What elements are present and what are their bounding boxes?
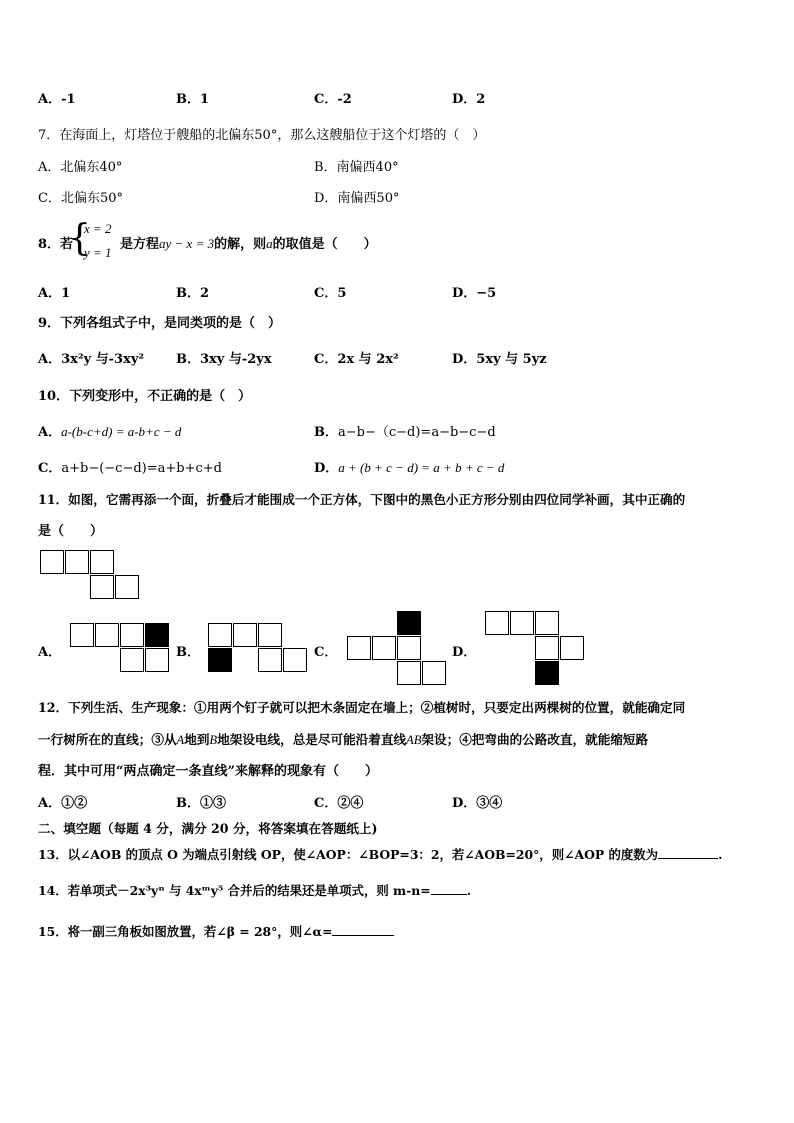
q11-option-a: A． — [38, 645, 62, 660]
q8-prefix: 8．若 — [38, 237, 74, 252]
q14-text: 14．若单项式－2x³yⁿ 与 4xᵐy⁵ 合并后的结果还是单项式，则 m-n= — [38, 883, 431, 898]
q6-option-b: B．1 — [176, 92, 210, 107]
q12-line2-part2: 地到 — [184, 732, 210, 747]
q8-suffix1: 的解，则 — [214, 237, 267, 252]
net-cell — [397, 636, 421, 660]
added-black-square — [145, 623, 169, 647]
q8-stem — [120, 233, 377, 252]
q12-line2-part4: 架设；④把弯曲的公路改直，就能缩短路 — [421, 732, 649, 747]
q13-text: 13．以∠AOB 的顶点 O 为端点引射线 OP，使∠AOP：∠BOP=3：2，若∠AOB=20°，则∠AOP 的度数为 — [38, 847, 659, 862]
q6-option-a: A．-1 — [38, 92, 76, 107]
net-cell — [145, 648, 169, 672]
q12-line3: 程．其中可用“两点确定一条直线”来解释的现象有（ ） — [38, 764, 378, 779]
net-cell — [65, 550, 89, 574]
q7-stem: 7．在海面上，灯塔位于艘船的北偏东50°，那么这艘船位于这个灯塔的（ ） — [38, 128, 486, 143]
q8-option-a: A．1 — [38, 286, 71, 301]
q12-option-c: C．②④ — [314, 796, 364, 811]
q6-option-d: D．2 — [452, 92, 486, 107]
added-black-square — [397, 611, 421, 635]
q15-text: 15．将一副三角板如图放置，若∠β = 28°，则∠α= — [38, 924, 333, 939]
q7-option-a: A．北偏东40° — [38, 160, 123, 175]
q12-option-b: B．①③ — [176, 796, 226, 811]
net-cell — [233, 623, 257, 647]
q8-equation: ay − x = 3 — [159, 236, 215, 251]
q11-stem-line2: 是（ ） — [38, 524, 104, 539]
q10-option-a — [38, 421, 181, 440]
added-black-square — [535, 661, 559, 685]
net-cell — [90, 550, 114, 574]
q11-option-c: C． — [314, 645, 338, 660]
section-2-heading: 二、填空题（每题 4 分，满分 20 分，将答案填在答题纸上) — [38, 821, 378, 836]
q12-line2 — [38, 729, 648, 748]
q6-option-c: C．-2 — [314, 92, 352, 107]
net-cell — [560, 636, 584, 660]
q9-option-a: A．3x²y 与-3xy² — [38, 352, 145, 367]
q10-option-c-label: C． — [38, 461, 62, 476]
q15 — [38, 922, 394, 940]
q7-option-b: B．南偏西40° — [314, 160, 399, 175]
q14-end: . — [466, 883, 472, 898]
q8-var: a — [266, 236, 273, 251]
net-cell — [120, 648, 144, 672]
q10-option-c-math: a+b−(−c−d)=a+b+c+d — [61, 461, 222, 476]
q8-option-d: D．−5 — [452, 286, 497, 301]
q9-option-b: B．3xy 与-2yx — [176, 352, 272, 367]
net-cell — [70, 623, 94, 647]
q10-option-a-math: a-(b-c+d) = a-b+c − d — [61, 424, 182, 439]
q8-system-top: x = 2 — [84, 221, 112, 236]
net-cell — [510, 611, 534, 635]
q10-option-b-label: B． — [314, 425, 338, 440]
q13 — [38, 845, 722, 863]
net-cell — [115, 575, 139, 599]
q10-option-b — [314, 421, 496, 440]
net-cell — [422, 661, 446, 685]
q8-suffix2: 的取值是（ ） — [272, 237, 377, 252]
q9-option-c: C．2x 与 2x² — [314, 352, 399, 367]
q12-point-a: A — [176, 733, 185, 747]
q8-option-c: C．5 — [314, 286, 347, 301]
q12-point-b: B — [209, 733, 218, 747]
q8-system-bottom: y = 1 — [84, 245, 112, 260]
q12-line2-part1: 一行树所在的直线；③从 — [38, 732, 177, 747]
q13-answer-blank[interactable] — [658, 846, 718, 859]
q13-end: . — [718, 847, 723, 862]
net-cell — [95, 623, 119, 647]
q14-answer-blank[interactable] — [431, 882, 467, 895]
net-cell — [535, 636, 559, 660]
q10-option-d — [314, 457, 504, 476]
q10-option-d-math: a + (b + c − d) = a + b + c − d — [338, 460, 505, 475]
q7-option-c: C．北偏东50° — [38, 191, 123, 206]
net-cell — [258, 623, 282, 647]
q10-option-b-math: a−b−（c−d)=a−b−c−d — [338, 425, 496, 440]
q12-option-d: D．③④ — [452, 796, 503, 811]
q12-line1: 12．下列生活、生产现象：①用两个钉子就可以把木条固定在墙上；②植树时，只要定出两棵树的位置，就能确定同 — [38, 700, 686, 715]
net-cell — [40, 550, 64, 574]
net-cell — [535, 611, 559, 635]
net-cell — [372, 636, 396, 660]
q11-option-b: B． — [176, 645, 200, 660]
q12-line-ab: AB — [406, 733, 422, 747]
net-cell — [283, 648, 307, 672]
q12-line2-part3: 地架设电线，总是尽可能沿着直线 — [217, 732, 407, 747]
net-cell — [485, 611, 509, 635]
net-cell — [347, 636, 371, 660]
q8-option-b: B．2 — [176, 286, 210, 301]
q9-stem: 9．下列各组式子中，是同类项的是（ ） — [38, 316, 282, 331]
q10-option-c — [38, 457, 222, 476]
net-cell — [397, 661, 421, 685]
brace-icon: { — [68, 218, 91, 259]
net-cell — [258, 648, 282, 672]
q10-stem: 10．下列变形中，不正确的是（ ） — [38, 389, 252, 404]
added-black-square — [208, 648, 232, 672]
q15-answer-blank[interactable] — [332, 923, 394, 936]
net-cell — [208, 623, 232, 647]
q12-option-a: A．①② — [38, 796, 88, 811]
q7-option-d: D．南偏西50° — [314, 191, 400, 206]
net-cell — [120, 623, 144, 647]
q14 — [38, 881, 471, 899]
net-cell — [90, 575, 114, 599]
q9-option-d: D．5xy 与 5yz — [452, 352, 547, 367]
q10-option-a-label: A． — [38, 425, 62, 440]
q8-mid: 是方程 — [120, 237, 160, 252]
q10-option-d-label: D． — [314, 461, 339, 476]
q11-stem-line1: 11．如图，它需再添一个面，折叠后才能围成一个正方体，下图中的黑色小正方形分别由四位同学补画，其中正确的 — [38, 492, 686, 507]
q11-option-d: D． — [452, 645, 477, 660]
